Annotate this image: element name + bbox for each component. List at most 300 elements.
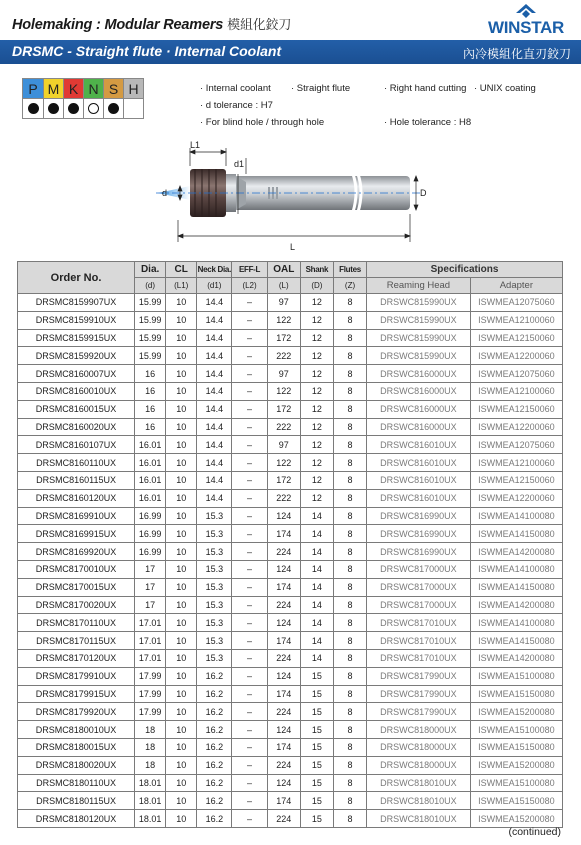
cell-shank: 12 — [300, 400, 333, 418]
cell-flutes: 8 — [333, 792, 366, 810]
cell-adapter: ISWMEA15200080 — [470, 703, 562, 721]
filled-circle-icon — [68, 103, 79, 114]
cell-shank: 14 — [300, 560, 333, 578]
cell-order: DRSMC8160107UX — [18, 436, 135, 454]
cell-effl: – — [232, 329, 267, 347]
cell-effl: – — [232, 667, 267, 685]
cell-oal: 124 — [267, 774, 300, 792]
cell-neck: 15.3 — [197, 632, 232, 650]
page-title-cjk: 模組化鉸刀 — [227, 17, 292, 32]
cell-flutes: 8 — [333, 294, 366, 312]
cell-head: DRSWC818000UX — [367, 738, 471, 756]
cell-oal: 172 — [267, 400, 300, 418]
cell-dia: 18.01 — [135, 774, 166, 792]
material-code-p: P — [23, 79, 43, 98]
cell-cl: 10 — [166, 489, 197, 507]
cell-cl: 10 — [166, 685, 197, 703]
cell-cl: 10 — [166, 810, 197, 828]
subheader-reaming-head: Reaming Head — [367, 278, 471, 294]
cell-effl: – — [232, 489, 267, 507]
cell-oal: 174 — [267, 685, 300, 703]
cell-order: DRSMC8159915UX — [18, 329, 135, 347]
cell-flutes: 8 — [333, 436, 366, 454]
cell-dia: 16 — [135, 365, 166, 383]
cell-oal: 124 — [267, 721, 300, 739]
cell-flutes: 8 — [333, 667, 366, 685]
header-shank: Shank — [300, 262, 333, 278]
cell-shank: 15 — [300, 738, 333, 756]
cell-neck: 14.4 — [197, 294, 232, 312]
cell-head: DRSWC816010UX — [367, 471, 471, 489]
header-eff-l: EFF-L — [232, 262, 267, 278]
subheader-cl: (L1) — [166, 278, 197, 294]
table-row — [18, 685, 563, 703]
cell-dia: 16 — [135, 400, 166, 418]
cell-oal: 174 — [267, 632, 300, 650]
cell-shank: 14 — [300, 614, 333, 632]
cell-order: DRSMC8180115UX — [18, 792, 135, 810]
cell-flutes: 8 — [333, 810, 366, 828]
cell-flutes: 8 — [333, 560, 366, 578]
cell-neck: 15.3 — [197, 596, 232, 614]
material-mark-n — [83, 99, 103, 118]
cell-effl: – — [232, 525, 267, 543]
subheader-neck: (d1) — [197, 278, 232, 294]
cell-oal: 224 — [267, 703, 300, 721]
cell-adapter: ISWMEA12200060 — [470, 489, 562, 507]
table-row — [18, 311, 563, 329]
header-specifications: Specifications — [367, 262, 563, 278]
cell-neck: 16.2 — [197, 685, 232, 703]
cell-oal: 174 — [267, 792, 300, 810]
cell-head: DRSWC816990UX — [367, 525, 471, 543]
brand-logo-mark-icon — [516, 4, 536, 19]
cell-head: DRSWC816000UX — [367, 418, 471, 436]
cell-flutes: 8 — [333, 649, 366, 667]
cell-dia: 18.01 — [135, 810, 166, 828]
cell-order: DRSMC8179915UX — [18, 685, 135, 703]
cell-flutes: 8 — [333, 756, 366, 774]
cell-cl: 10 — [166, 756, 197, 774]
dim-label-L: L — [290, 242, 296, 252]
cell-cl: 10 — [166, 560, 197, 578]
cell-adapter: ISWMEA14150080 — [470, 632, 562, 650]
cell-cl: 10 — [166, 454, 197, 472]
table-row — [18, 489, 563, 507]
open-circle-icon — [88, 103, 99, 114]
cell-oal: 122 — [267, 311, 300, 329]
cell-dia: 18.01 — [135, 792, 166, 810]
cell-dia: 16.99 — [135, 543, 166, 561]
cell-oal: 97 — [267, 436, 300, 454]
cell-adapter: ISWMEA14200080 — [470, 543, 562, 561]
material-mark-h — [123, 99, 143, 118]
cell-head: DRSWC818010UX — [367, 792, 471, 810]
cell-cl: 10 — [166, 507, 197, 525]
subheader-shank: (D) — [300, 278, 333, 294]
cell-effl: – — [232, 436, 267, 454]
table-header-row — [18, 262, 563, 278]
cell-oal: 222 — [267, 347, 300, 365]
cell-adapter: ISWMEA12075060 — [470, 436, 562, 454]
cell-effl: – — [232, 810, 267, 828]
cell-flutes: 8 — [333, 632, 366, 650]
cell-neck: 16.2 — [197, 703, 232, 721]
cell-shank: 15 — [300, 792, 333, 810]
cell-head: DRSWC815990UX — [367, 347, 471, 365]
cell-head: DRSWC816000UX — [367, 382, 471, 400]
cell-flutes: 8 — [333, 471, 366, 489]
cell-head: DRSWC816010UX — [367, 489, 471, 507]
cell-cl: 10 — [166, 721, 197, 739]
cell-flutes: 8 — [333, 596, 366, 614]
cell-dia: 15.99 — [135, 347, 166, 365]
page-title — [12, 14, 291, 33]
material-mark-p — [23, 99, 43, 118]
cell-flutes: 8 — [333, 311, 366, 329]
brand-logo — [485, 4, 567, 36]
cell-oal: 122 — [267, 382, 300, 400]
cell-head: DRSWC815990UX — [367, 294, 471, 312]
cell-flutes: 8 — [333, 382, 366, 400]
cell-flutes: 8 — [333, 347, 366, 365]
cell-dia: 17 — [135, 578, 166, 596]
cell-head: DRSWC817010UX — [367, 649, 471, 667]
cell-cl: 10 — [166, 525, 197, 543]
filled-circle-icon — [108, 103, 119, 114]
header-neck-dia: Neck Dia. — [197, 262, 232, 278]
cell-neck: 15.3 — [197, 525, 232, 543]
dim-label-D: D — [420, 188, 427, 198]
cell-effl: – — [232, 365, 267, 383]
cell-adapter: ISWMEA12200060 — [470, 418, 562, 436]
page-title-text: Holemaking : Modular Reamers — [12, 17, 224, 33]
table-row — [18, 792, 563, 810]
material-mark-s — [103, 99, 123, 118]
cell-adapter: ISWMEA12100060 — [470, 382, 562, 400]
cell-head: DRSWC816000UX — [367, 400, 471, 418]
table-row — [18, 329, 563, 347]
cell-effl: – — [232, 382, 267, 400]
cell-flutes: 8 — [333, 365, 366, 383]
cell-head: DRSWC815990UX — [367, 311, 471, 329]
cell-effl: – — [232, 703, 267, 721]
cell-oal: 97 — [267, 294, 300, 312]
cell-head: DRSWC817990UX — [367, 703, 471, 721]
cell-order: DRSMC8160020UX — [18, 418, 135, 436]
cell-shank: 12 — [300, 471, 333, 489]
header-oal: OAL — [267, 262, 300, 278]
cell-dia: 15.99 — [135, 311, 166, 329]
cell-effl: – — [232, 400, 267, 418]
cell-head: DRSWC818000UX — [367, 756, 471, 774]
subheader-oal: (L) — [267, 278, 300, 294]
product-title: DRSMC - Straight flute · Internal Coolant — [12, 43, 282, 59]
cell-effl: – — [232, 454, 267, 472]
cell-oal: 124 — [267, 614, 300, 632]
feature-hole-tolerance: · Hole tolerance : H8 — [384, 117, 472, 128]
cell-adapter: ISWMEA12075060 — [470, 294, 562, 312]
material-groups — [22, 78, 144, 119]
feature-d-tolerance: · d tolerance : H7 — [200, 100, 273, 111]
cell-flutes: 8 — [333, 543, 366, 561]
cell-effl: – — [232, 471, 267, 489]
cell-effl: – — [232, 596, 267, 614]
table-row — [18, 721, 563, 739]
cell-cl: 10 — [166, 347, 197, 365]
cell-neck: 14.4 — [197, 365, 232, 383]
cell-head: DRSWC816990UX — [367, 543, 471, 561]
filled-circle-icon — [48, 103, 59, 114]
cell-dia: 17.01 — [135, 632, 166, 650]
cell-shank: 14 — [300, 525, 333, 543]
cell-shank: 15 — [300, 810, 333, 828]
cell-shank: 14 — [300, 507, 333, 525]
cell-effl: – — [232, 347, 267, 365]
cell-neck: 16.2 — [197, 721, 232, 739]
cell-dia: 17.01 — [135, 649, 166, 667]
cell-oal: 124 — [267, 560, 300, 578]
cell-effl: – — [232, 774, 267, 792]
cell-neck: 16.2 — [197, 774, 232, 792]
cell-effl: – — [232, 632, 267, 650]
table-row — [18, 347, 563, 365]
cell-adapter: ISWMEA15150080 — [470, 792, 562, 810]
cell-neck: 14.4 — [197, 418, 232, 436]
cell-effl: – — [232, 578, 267, 596]
table-row — [18, 382, 563, 400]
cell-neck: 14.4 — [197, 329, 232, 347]
cell-effl: – — [232, 543, 267, 561]
cell-oal: 222 — [267, 489, 300, 507]
cell-cl: 10 — [166, 774, 197, 792]
cell-shank: 12 — [300, 311, 333, 329]
brand-name: WINSTAR — [488, 18, 564, 37]
cell-head: DRSWC818000UX — [367, 721, 471, 739]
material-mark-m — [43, 99, 63, 118]
material-code-h: H — [123, 79, 143, 98]
spec-table — [17, 261, 563, 828]
cell-order: DRSMC8170020UX — [18, 596, 135, 614]
cell-flutes: 8 — [333, 525, 366, 543]
cell-adapter: ISWMEA12075060 — [470, 365, 562, 383]
cell-shank: 14 — [300, 649, 333, 667]
cell-flutes: 8 — [333, 578, 366, 596]
cell-adapter: ISWMEA15100080 — [470, 774, 562, 792]
cell-shank: 12 — [300, 454, 333, 472]
cell-adapter: ISWMEA12150060 — [470, 329, 562, 347]
cell-shank: 14 — [300, 632, 333, 650]
cell-head: DRSWC818010UX — [367, 810, 471, 828]
cell-effl: – — [232, 294, 267, 312]
cell-cl: 10 — [166, 543, 197, 561]
cell-cl: 10 — [166, 667, 197, 685]
cell-flutes: 8 — [333, 721, 366, 739]
cell-cl: 10 — [166, 471, 197, 489]
cell-flutes: 8 — [333, 614, 366, 632]
cell-dia: 17.01 — [135, 614, 166, 632]
cell-order: DRSMC8160110UX — [18, 454, 135, 472]
cell-dia: 15.99 — [135, 294, 166, 312]
cell-shank: 15 — [300, 703, 333, 721]
cell-order: DRSMC8179910UX — [18, 667, 135, 685]
cell-flutes: 8 — [333, 774, 366, 792]
cell-oal: 224 — [267, 596, 300, 614]
cell-order: DRSMC8180110UX — [18, 774, 135, 792]
cell-neck: 15.3 — [197, 649, 232, 667]
cell-cl: 10 — [166, 382, 197, 400]
cell-order: DRSMC8160015UX — [18, 400, 135, 418]
cell-shank: 15 — [300, 756, 333, 774]
cell-dia: 16.99 — [135, 507, 166, 525]
cell-effl: – — [232, 614, 267, 632]
cell-order: DRSMC8180120UX — [18, 810, 135, 828]
cell-head: DRSWC816010UX — [367, 436, 471, 454]
cell-cl: 10 — [166, 418, 197, 436]
cell-dia: 17 — [135, 560, 166, 578]
cell-adapter: ISWMEA14150080 — [470, 525, 562, 543]
feature-blind-through-hole: · For blind hole / through hole — [200, 117, 325, 128]
cell-oal: 172 — [267, 471, 300, 489]
cell-order: DRSMC8180010UX — [18, 721, 135, 739]
cell-oal: 174 — [267, 738, 300, 756]
cell-oal: 124 — [267, 667, 300, 685]
cell-flutes: 8 — [333, 329, 366, 347]
cell-cl: 10 — [166, 311, 197, 329]
material-codes-row — [22, 78, 144, 99]
cell-head: DRSWC817010UX — [367, 614, 471, 632]
table-row — [18, 756, 563, 774]
cell-order: DRSMC8170010UX — [18, 560, 135, 578]
cell-order: DRSMC8160115UX — [18, 471, 135, 489]
cell-shank: 14 — [300, 543, 333, 561]
cell-shank: 12 — [300, 347, 333, 365]
cell-neck: 14.4 — [197, 347, 232, 365]
table-row — [18, 365, 563, 383]
subheader-dia: (d) — [135, 278, 166, 294]
cell-oal: 224 — [267, 649, 300, 667]
table-row — [18, 294, 563, 312]
cell-neck: 14.4 — [197, 436, 232, 454]
cell-effl: – — [232, 685, 267, 703]
cell-order: DRSMC8169920UX — [18, 543, 135, 561]
table-row — [18, 454, 563, 472]
cell-cl: 10 — [166, 436, 197, 454]
table-row — [18, 614, 563, 632]
cell-head: DRSWC817000UX — [367, 560, 471, 578]
cell-shank: 15 — [300, 774, 333, 792]
cell-flutes: 8 — [333, 685, 366, 703]
cell-cl: 10 — [166, 400, 197, 418]
cell-oal: 174 — [267, 578, 300, 596]
cell-cl: 10 — [166, 632, 197, 650]
cell-dia: 16.01 — [135, 471, 166, 489]
cell-oal: 224 — [267, 756, 300, 774]
cell-dia: 16 — [135, 418, 166, 436]
table-row — [18, 632, 563, 650]
cell-dia: 16.01 — [135, 436, 166, 454]
cell-order: DRSMC8179920UX — [18, 703, 135, 721]
cell-order: DRSMC8169915UX — [18, 525, 135, 543]
cell-effl: – — [232, 792, 267, 810]
cell-effl: – — [232, 721, 267, 739]
cell-order: DRSMC8170120UX — [18, 649, 135, 667]
table-row — [18, 418, 563, 436]
cell-head: DRSWC816010UX — [367, 454, 471, 472]
material-marks-row — [22, 99, 144, 119]
cell-cl: 10 — [166, 596, 197, 614]
table-row — [18, 703, 563, 721]
cell-neck: 14.4 — [197, 489, 232, 507]
dim-label-L1: L1 — [190, 140, 201, 150]
cell-shank: 14 — [300, 596, 333, 614]
table-row — [18, 667, 563, 685]
cell-shank: 12 — [300, 382, 333, 400]
table-row — [18, 738, 563, 756]
table-row — [18, 774, 563, 792]
cell-adapter: ISWMEA12150060 — [470, 400, 562, 418]
product-bar — [0, 40, 581, 64]
cell-dia: 16.01 — [135, 454, 166, 472]
cell-head: DRSWC816990UX — [367, 507, 471, 525]
cell-cl: 10 — [166, 703, 197, 721]
cell-flutes: 8 — [333, 738, 366, 756]
cell-shank: 15 — [300, 685, 333, 703]
cell-neck: 16.2 — [197, 667, 232, 685]
cell-dia: 18 — [135, 738, 166, 756]
table-row — [18, 507, 563, 525]
cell-cl: 10 — [166, 294, 197, 312]
cell-order: DRSMC8159907UX — [18, 294, 135, 312]
material-mark-k — [63, 99, 83, 118]
cell-adapter: ISWMEA15150080 — [470, 685, 562, 703]
header-cl: CL — [166, 262, 197, 278]
tool-drawing — [150, 138, 440, 260]
feature-right-hand-cutting: · Right hand cutting — [384, 83, 467, 94]
cell-dia: 17.99 — [135, 703, 166, 721]
filled-circle-icon — [28, 103, 39, 114]
cell-dia: 16.01 — [135, 489, 166, 507]
cell-shank: 12 — [300, 329, 333, 347]
cell-shank: 12 — [300, 489, 333, 507]
cell-order: DRSMC8160120UX — [18, 489, 135, 507]
cell-head: DRSWC817010UX — [367, 632, 471, 650]
cell-shank: 12 — [300, 365, 333, 383]
feature-unix-coating: · UNIX coating — [474, 83, 536, 94]
cell-head: DRSWC818010UX — [367, 774, 471, 792]
subheader-effl: (L2) — [232, 278, 267, 294]
cell-shank: 14 — [300, 578, 333, 596]
cell-cl: 10 — [166, 329, 197, 347]
cell-adapter: ISWMEA15100080 — [470, 721, 562, 739]
table-row — [18, 543, 563, 561]
cell-neck: 15.3 — [197, 543, 232, 561]
cell-cl: 10 — [166, 614, 197, 632]
cell-cl: 10 — [166, 578, 197, 596]
cell-oal: 124 — [267, 507, 300, 525]
cell-cl: 10 — [166, 649, 197, 667]
cell-oal: 172 — [267, 329, 300, 347]
cell-order: DRSMC8180015UX — [18, 738, 135, 756]
cell-flutes: 8 — [333, 400, 366, 418]
cell-adapter: ISWMEA15150080 — [470, 738, 562, 756]
cell-oal: 224 — [267, 810, 300, 828]
cell-shank: 12 — [300, 418, 333, 436]
cell-neck: 14.4 — [197, 400, 232, 418]
cell-oal: 174 — [267, 525, 300, 543]
cell-neck: 15.3 — [197, 560, 232, 578]
header-flutes: Flutes — [333, 262, 366, 278]
